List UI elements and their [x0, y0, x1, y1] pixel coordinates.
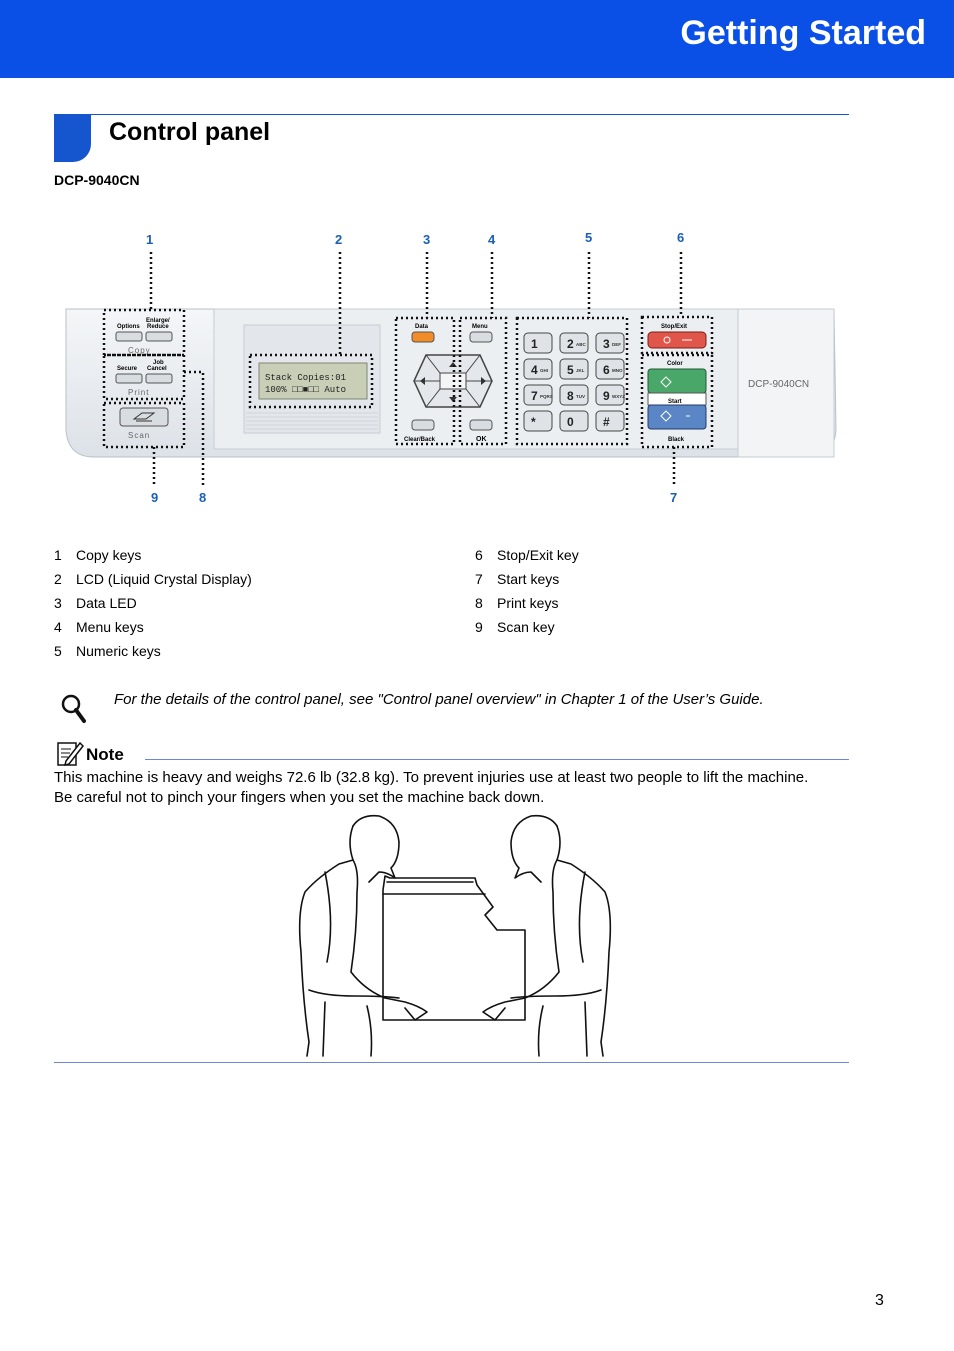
ok-button: [470, 420, 492, 430]
data-label: Data: [415, 324, 429, 330]
keypad-key-label: 1: [531, 337, 538, 351]
lcd-line-2: 100% □□■□□ Auto: [265, 385, 347, 395]
header-title: Getting Started: [680, 14, 926, 52]
legend-number: 9: [475, 619, 483, 635]
right-person: [511, 816, 557, 882]
data-led: [412, 332, 434, 342]
keypad-key: [596, 411, 624, 431]
enlarge-label-1: Enlarge/: [146, 318, 170, 324]
legend-item: [475, 543, 579, 567]
keypad-key-label: 3: [603, 337, 610, 351]
legend-label: Data LED: [76, 595, 137, 611]
options-button: [116, 332, 142, 341]
header-bar: [0, 0, 954, 78]
section-tab: [54, 114, 91, 162]
magnifier-icon: [60, 693, 88, 725]
keypad-key-letters: JKL: [576, 368, 585, 373]
stop-exit-label: Stop/Exit: [661, 324, 688, 330]
black-label: Black: [668, 437, 685, 443]
note-body: [54, 768, 854, 808]
legend-number: 1: [54, 547, 62, 563]
callout-5: 5: [585, 230, 593, 245]
legend-item: [475, 567, 579, 591]
legend-label: LCD (Liquid Crystal Display): [76, 571, 252, 587]
callout-3: 3: [423, 232, 431, 247]
legend-number: 4: [54, 619, 62, 635]
legend-item: [54, 615, 252, 639]
secure-label: Secure: [117, 366, 138, 372]
keypad-key-letters: ABC: [576, 342, 586, 347]
enlarge-label-2: Reduce: [147, 324, 169, 330]
left-person: [353, 816, 399, 882]
keypad-key: [524, 411, 552, 431]
legend-item: [54, 543, 252, 567]
keypad-key-label: *: [531, 415, 536, 429]
keypad-key-label: 4: [531, 363, 538, 377]
legend-number: 2: [54, 571, 62, 587]
callout-8: 8: [199, 490, 207, 505]
print-label: Print: [128, 388, 150, 397]
page-number: 3: [875, 1292, 884, 1309]
note-title: Note: [86, 745, 124, 764]
legend-label: Scan key: [497, 619, 555, 635]
note-rule: [145, 759, 849, 760]
legend-item: [54, 591, 252, 615]
model-print: DCP-9040CN: [748, 379, 810, 390]
two-people-lifting-illustration: [295, 812, 615, 1058]
legend-item: [475, 615, 579, 639]
options-label: Options: [117, 324, 140, 330]
keypad-key-letters: GHI: [540, 368, 549, 373]
tip-text: For the details of the control panel, see "Control panel overview" in Chapter 1 of the User’s Guide.: [114, 691, 764, 708]
keypad-key-letters: DEF: [612, 342, 621, 347]
note-line-1: This machine is heavy and weighs 72.6 lb (32.8 kg). To prevent injuries use at least two people to lift the machine.: [54, 769, 809, 786]
job-cancel-button: [146, 374, 172, 383]
section-rule: [91, 114, 849, 115]
note-line-2: Be careful not to pinch your fingers when you set the machine back down.: [54, 789, 545, 806]
keypad-key-label: #: [603, 415, 610, 429]
keypad-key-letters: MNO: [612, 368, 623, 373]
keypad-key-label: 5: [567, 363, 574, 377]
legend-label: Menu keys: [76, 619, 144, 635]
keypad-key-label: 6: [603, 363, 610, 377]
clear-back-button: [412, 420, 434, 430]
callout-7: 7: [670, 490, 678, 505]
keypad-key-letters: PQRS: [540, 394, 553, 399]
clear-back-label: Clear/Back: [404, 437, 436, 443]
keypad-key-label: 8: [567, 389, 574, 403]
keypad-key: [560, 411, 588, 431]
callout-9: 9: [151, 490, 159, 505]
legend-right: [475, 543, 579, 639]
keypad-key-label: 9: [603, 389, 610, 403]
machine-outline: [383, 876, 525, 1020]
scan-label: Scan: [128, 431, 151, 440]
legend-number: 8: [475, 595, 483, 611]
bottom-rule: [54, 1062, 849, 1063]
start-label: Start: [668, 399, 682, 405]
copy-label: Copy: [128, 346, 151, 355]
cancel-label-2: Cancel: [147, 366, 167, 372]
note-pencil-icon: [56, 739, 84, 767]
callout-4: 4: [488, 232, 496, 247]
keypad-key-letters: WXYZ: [612, 394, 625, 399]
legend-number: 6: [475, 547, 483, 563]
model-label: DCP-9040CN: [54, 172, 140, 188]
secure-button: [116, 374, 142, 383]
control-panel-diagram: [54, 225, 844, 510]
black-start-button: [648, 405, 706, 429]
keypad-key-label: 2: [567, 337, 574, 351]
keypad-key: [524, 333, 552, 353]
legend-left: [54, 543, 252, 663]
legend-number: 5: [54, 643, 62, 659]
legend-item: [54, 567, 252, 591]
stop-exit-button: [648, 332, 706, 348]
enlarge-reduce-button: [146, 332, 172, 341]
legend-label: Numeric keys: [76, 643, 161, 659]
scan-button: [120, 408, 168, 426]
callout-2: 2: [335, 232, 343, 247]
keypad-key-letters: TUV: [576, 394, 585, 399]
color-label: Color: [667, 361, 683, 367]
legend-label: Start keys: [497, 571, 560, 587]
keypad-key-label: 7: [531, 389, 538, 403]
menu-button: [470, 332, 492, 342]
ok-label: OK: [476, 436, 487, 443]
callout-1: 1: [146, 232, 154, 247]
legend-number: 7: [475, 571, 483, 587]
legend-label: Copy keys: [76, 547, 142, 563]
legend-item: [54, 639, 252, 663]
legend-label: Stop/Exit key: [497, 547, 579, 563]
menu-label: Menu: [472, 324, 488, 330]
color-start-button: [648, 369, 706, 393]
legend-item: [475, 591, 579, 615]
callout-6: 6: [677, 230, 685, 245]
job-label-1: Job: [153, 360, 164, 366]
legend-number: 3: [54, 595, 62, 611]
section-title: Control panel: [109, 118, 271, 146]
legend-label: Print keys: [497, 595, 559, 611]
keypad-key-label: 0: [567, 415, 574, 429]
lcd-line-1: Stack Copies:01: [265, 373, 347, 383]
